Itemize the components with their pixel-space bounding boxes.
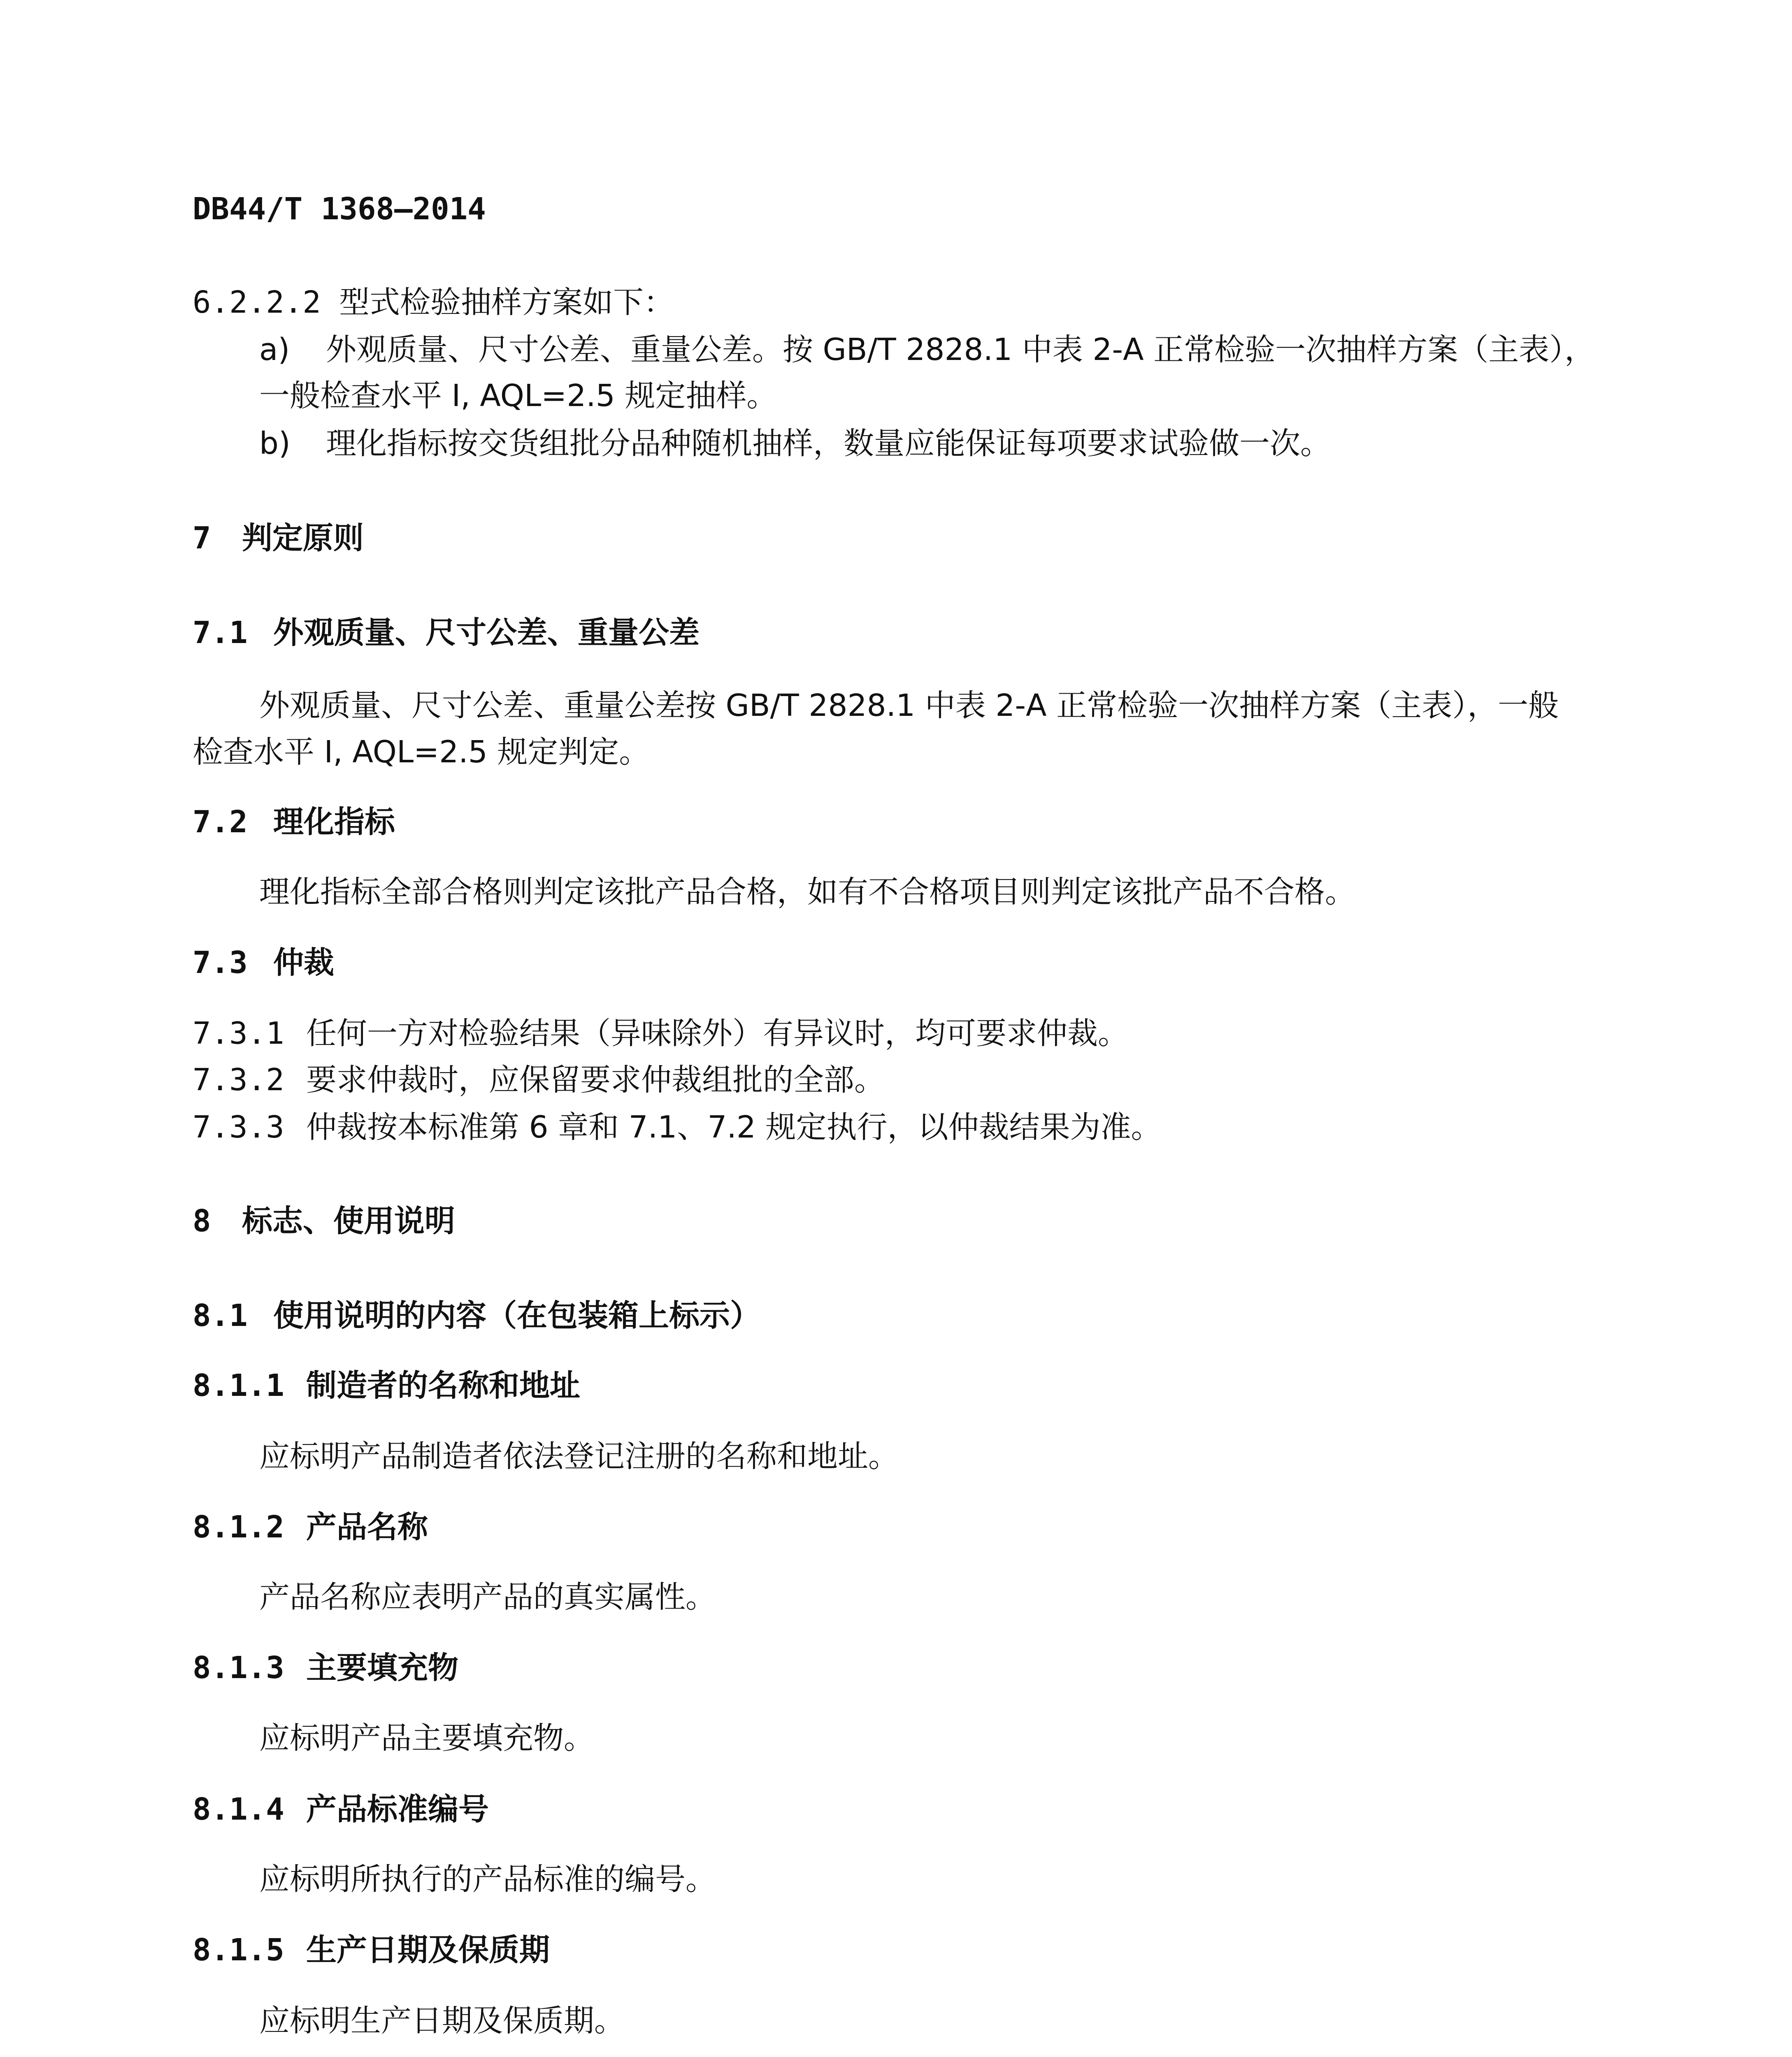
section-7-3-heading xyxy=(193,942,334,983)
subsection-number: 8.1.2 xyxy=(193,1509,284,1545)
chapter-title: 标志、使用说明 xyxy=(242,1203,455,1239)
subsection-title: 制造者的名称和地址 xyxy=(306,1368,580,1403)
section-7-1-paragraph-continuation: 检查水平 I, AQL=2.5 规定判定。 xyxy=(193,734,650,770)
clause-7-3-1 xyxy=(193,1013,1128,1054)
subsection-8-1-3-paragraph: 应标明产品主要填充物。 xyxy=(259,1720,594,1756)
list-item-a-continuation: 一般检查水平 I, AQL=2.5 规定抽样。 xyxy=(259,378,777,413)
clause-text: 要求仲裁时，应保留要求仲裁组批的全部。 xyxy=(306,1062,885,1098)
subsection-title: 产品名称 xyxy=(306,1509,428,1545)
clause-number: 6.2.2.2 xyxy=(193,285,321,320)
clause-number: 7.3.1 xyxy=(193,1016,284,1051)
chapter-number: 7 xyxy=(193,520,211,556)
clause-7-3-3 xyxy=(193,1107,1162,1148)
clause-text: 仲裁按本标准第 6 章和 7.1、7.2 规定执行，以仲裁结果为准。 xyxy=(306,1110,1162,1145)
subsection-number: 8.1.3 xyxy=(193,1650,284,1686)
section-number: 7.2 xyxy=(193,804,248,840)
subsection-8-1-3-heading xyxy=(193,1647,458,1688)
section-7-1-paragraph: 外观质量、尺寸公差、重量公差按 GB/T 2828.1 中表 2-A 正常检验一次抽样方案（主表），一般 xyxy=(259,688,1559,723)
section-8-1-heading xyxy=(193,1295,760,1336)
doc-code-header: DB44/T 1368—2014 xyxy=(193,191,486,227)
section-7-1-heading xyxy=(193,612,700,653)
subsection-title: 产品标准编号 xyxy=(306,1792,489,1827)
clause-7-3-2 xyxy=(193,1059,885,1100)
list-marker: b) xyxy=(259,426,291,461)
clause-text: 任何一方对检验结果（异味除外）有异议时，均可要求仲裁。 xyxy=(306,1016,1128,1051)
subsection-8-1-5-heading xyxy=(193,1929,550,1971)
chapter-7-heading xyxy=(193,518,364,559)
section-number: 7.3 xyxy=(193,945,248,980)
list-marker: a) xyxy=(259,332,290,367)
subsection-number: 8.1.5 xyxy=(193,1932,284,1968)
list-item-text: 理化指标按交货组批分品种随机抽样，数量应能保证每项要求试验做一次。 xyxy=(326,426,1331,461)
subsection-8-1-4-paragraph: 应标明所执行的产品标准的编号。 xyxy=(259,1862,716,1897)
chapter-number: 8 xyxy=(193,1203,211,1239)
section-7-2-heading xyxy=(193,801,395,843)
clause-number: 7.3.2 xyxy=(193,1062,284,1098)
list-item-text: 外观质量、尺寸公差、重量公差。按 GB/T 2828.1 中表 2-A 正常检验一次抽样方案（主表）， xyxy=(326,332,1595,367)
section-number: 7.1 xyxy=(193,615,248,650)
clause-6-2-2-2-heading xyxy=(193,282,674,323)
subsection-title: 生产日期及保质期 xyxy=(306,1932,550,1968)
clause-number: 7.3.3 xyxy=(193,1110,284,1145)
subsection-number: 8.1.1 xyxy=(193,1368,284,1403)
section-title: 仲裁 xyxy=(273,945,334,980)
subsection-8-1-2-paragraph: 产品名称应表明产品的真实属性。 xyxy=(259,1579,716,1615)
subsection-number: 8.1.4 xyxy=(193,1792,284,1827)
section-title: 理化指标 xyxy=(273,804,395,840)
chapter-title: 判定原则 xyxy=(242,520,364,556)
list-item-a xyxy=(259,329,1595,370)
subsection-8-1-2-heading xyxy=(193,1507,428,1548)
section-title: 外观质量、尺寸公差、重量公差 xyxy=(273,615,700,650)
section-7-2-paragraph: 理化指标全部合格则判定该批产品合格，如有不合格项目则判定该批产品不合格。 xyxy=(259,874,1355,910)
subsection-8-1-5-paragraph: 应标明生产日期及保质期。 xyxy=(259,2003,625,2038)
clause-title: 型式检验抽样方案如下： xyxy=(339,285,674,320)
section-number: 8.1 xyxy=(193,1298,248,1333)
subsection-8-1-1-heading xyxy=(193,1365,580,1406)
list-item-b xyxy=(259,423,1331,464)
chapter-8-heading xyxy=(193,1200,455,1242)
subsection-8-1-1-paragraph: 应标明产品制造者依法登记注册的名称和地址。 xyxy=(259,1439,899,1474)
subsection-title: 主要填充物 xyxy=(306,1650,458,1686)
subsection-8-1-4-heading xyxy=(193,1789,489,1830)
section-title: 使用说明的内容（在包装箱上标示） xyxy=(273,1298,760,1333)
